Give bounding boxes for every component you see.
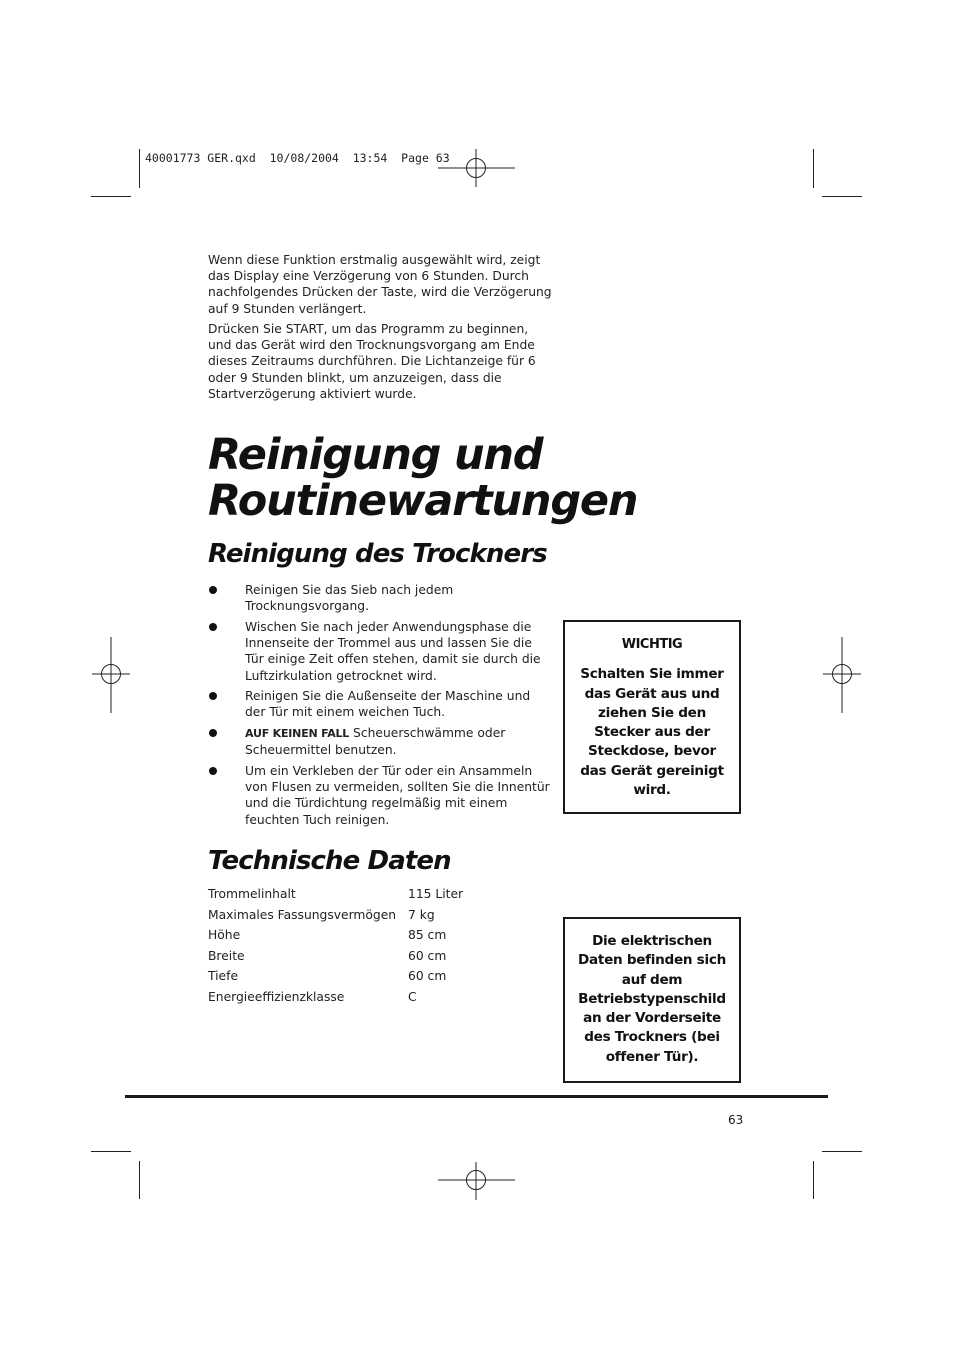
list-item bbox=[208, 763, 553, 828]
list-item bbox=[208, 688, 553, 720]
list-item bbox=[208, 582, 553, 614]
list-item bbox=[208, 725, 553, 758]
table-row bbox=[208, 927, 463, 948]
table-row bbox=[208, 948, 463, 969]
spec-label: Trommelinhalt bbox=[208, 887, 296, 901]
spec-label: Höhe bbox=[208, 928, 241, 943]
table-row bbox=[208, 968, 463, 989]
tech-specs-table bbox=[208, 886, 463, 1010]
list-item-text: Um ein Verkleben der Tür oder ein Ansammeln von Flusen zu vermeiden, sollten Sie die Innentür und die Türdichtung regelmäßig mit einem feuchten Tuch reinigen. bbox=[245, 764, 550, 827]
list-item-text: Wischen Sie nach jeder Anwendungsphase die Innenseite der Trommel aus und lassen Sie die Tür einige Zeit offen stehen, damit sie durch die Luftzirkulation getrocknet wird. bbox=[245, 619, 541, 683]
main-title-line-1: Reinigung und bbox=[208, 430, 543, 480]
list-item-text: Reinigen Sie die Außenseite der Maschine und der Tür mit einem weichen Tuch. bbox=[245, 689, 531, 720]
list-item-text: Scheuerschwämme oder Scheuermittel benutzen. bbox=[245, 726, 506, 758]
bullet-icon bbox=[209, 586, 217, 594]
main-title-line-2: Routinewartungen bbox=[208, 476, 638, 526]
bullet-icon bbox=[209, 767, 217, 775]
spec-value: 85 cm bbox=[408, 928, 447, 943]
spec-label: Energieeffizienzklasse bbox=[208, 989, 345, 1004]
spec-value: 7 kg bbox=[408, 907, 435, 922]
tech-heading: Technische Daten bbox=[208, 846, 451, 876]
list-item-text: Reinigen Sie das Sieb nach jedem Trocknungsvorgang. bbox=[245, 583, 454, 614]
info-text: Die elektrischen Daten befinden sich auf dem Betriebstypenschild an der Vorderseite des Trockners (bei offener Tür). bbox=[578, 933, 726, 1065]
spec-value: 60 cm bbox=[408, 969, 447, 984]
spec-label: Tiefe bbox=[208, 969, 239, 984]
cleaning-heading: Reinigung des Trockners bbox=[208, 539, 547, 569]
table-row bbox=[208, 886, 463, 907]
registration-target-right bbox=[822, 636, 862, 714]
warning-box bbox=[563, 620, 741, 814]
main-title bbox=[208, 432, 768, 524]
intro-paragraph-2: Drücken Sie START, um das Programm zu beginnen, und das Gerät wird den Trocknungsvorgang am Ende dieses Zeitraums durchführen. Die Lichtanzeige für 6 oder 9 Stunden blinkt, um anzuzeigen, dass die Startverzögerung aktiviert wurde. bbox=[208, 322, 536, 401]
registration-target-bottom bbox=[437, 1161, 517, 1201]
cleaning-list bbox=[208, 582, 553, 832]
warning-text: Schalten Sie immer das Gerät aus und ziehen Sie den Stecker aus der Steckdose, bevor das Gerät gereinigt wird. bbox=[580, 666, 724, 799]
spec-value: 60 cm bbox=[408, 948, 447, 963]
list-item bbox=[208, 619, 553, 684]
spec-value: C bbox=[408, 989, 417, 1004]
spec-label: Breite bbox=[208, 948, 245, 963]
warning-title: WICHTIG bbox=[621, 637, 683, 652]
list-item-keyword: AUF KEINEN FALL bbox=[245, 727, 350, 741]
file-slug: 40001773 GER.qxd 10/08/2004 13:54 Page 63 bbox=[145, 151, 450, 165]
spec-value: 115 Liter bbox=[408, 887, 464, 901]
registration-target-left bbox=[91, 636, 131, 714]
info-box bbox=[563, 917, 741, 1083]
footer-rule bbox=[125, 1095, 828, 1098]
bullet-icon bbox=[209, 623, 217, 631]
table-row bbox=[208, 907, 463, 928]
registration-target-top bbox=[437, 148, 517, 188]
table-row bbox=[208, 989, 463, 1010]
bullet-icon bbox=[209, 692, 217, 700]
bullet-icon bbox=[209, 729, 217, 737]
page-number: 63 bbox=[728, 1113, 744, 1127]
intro-paragraph-1: Wenn diese Funktion erstmalig ausgewählt wird, zeigt das Display eine Verzögerung von 6 Stunden. Durch nachfolgendes Drücken der Taste, wird die Verzögerung auf 9 Stunden verlängert. bbox=[208, 253, 552, 316]
spec-label: Maximales Fassungsvermögen bbox=[208, 907, 397, 922]
